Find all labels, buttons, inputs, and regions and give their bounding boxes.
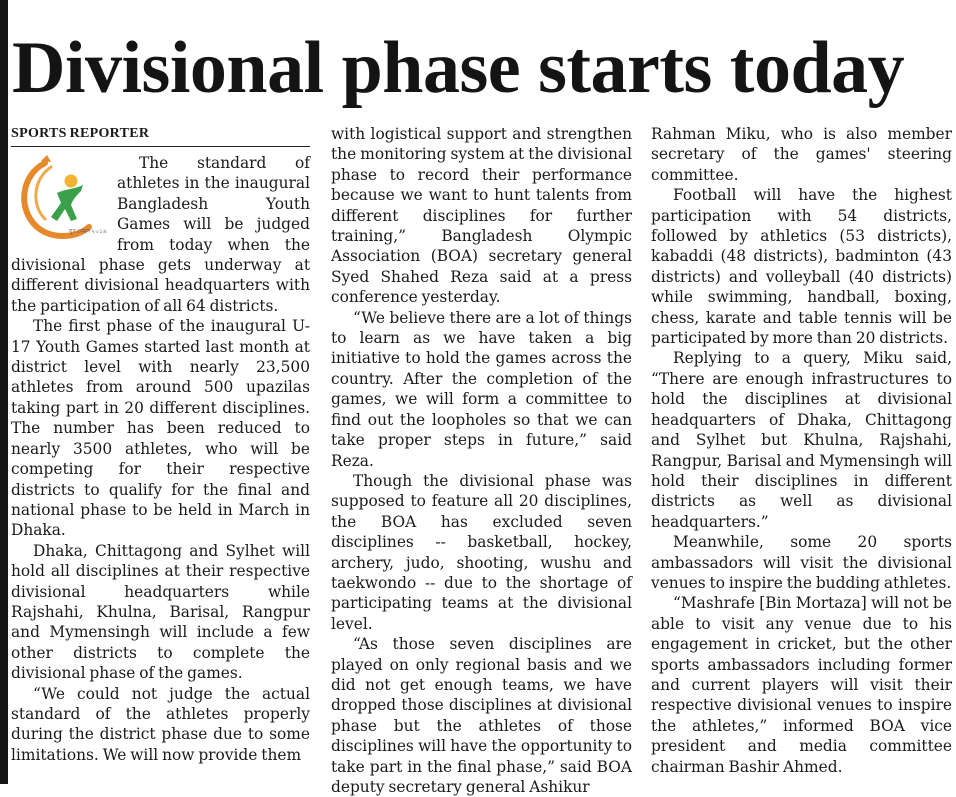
paragraph: with logistical support and strengthen the monitoring system at the divisional phase to record their performance because we want to hunt talents from different disciplines for further training,” Bangladesh Olympic Association (BOA) secretary general Syed Shahed Reza said at a press conference yesterday. <box>331 125 632 307</box>
paragraph: The standard of athletes in the inaugural Bangladesh Youth Games will be judged from today when the divisional phase gets underway at different divisional headquarters with the participation of all 64 districts. <box>11 154 310 315</box>
headline: Divisional phase starts today <box>12 27 905 109</box>
paragraph: Meanwhile, some 20 sports ambassadors will visit the divisional venues to inspire the budding athletes. <box>651 533 952 592</box>
paragraph: “Mashrafe [Bin Mortaza] will not be able to visit any venue due to his engagement in cricket, but the other sports ambassadors including former and current players will visit their respective divisional venues to inspire the athletes,” informed BOA vice president and media committee chairman Bashir Ahmed. <box>651 594 952 776</box>
article-column-2 <box>331 124 632 797</box>
article-column-3 <box>651 124 952 777</box>
paragraph: The first phase of the inaugural U-17 Youth Games started last month at district level with nearly 23,500 athletes from around 500 upazilas taking part in 20 different disciplines. The number has been reduced to nearly 3500 athletes, who will be competing for their respective districts to qualify for the final and national phase to be held in March in Dhaka. <box>11 317 310 540</box>
torch-athlete-logo-icon <box>11 153 107 245</box>
paragraph: Replying to a query, Miku said, “There are enough infrastructures to hold the disciplines at divisional headquarters of Dhaka, Chittagong and Sylhet but Khulna, Rajshahi, Rangpur, Barisal and Mymensingh will hold their disciplines in different districts as well as divisional headquarters.” <box>651 349 952 531</box>
article-column-1 <box>11 124 310 765</box>
paragraph: Rahman Miku, who is also member secretary of the games' steering committee. <box>651 125 952 184</box>
paragraph: Football will have the highest participation with 54 districts, followed by athletics (53 districts), kabaddi (48 districts), badminton (43 districts) and volleyball (40 districts) while swimming, handball, boxing, chess, karate and table tennis will be participated by more than 20 districts. <box>651 186 952 348</box>
paragraph: “As those seven disciplines are played on only regional basis and we did not get enough teams, we have dropped those disciplines at divisional phase but the athletes of those disciplines will have the opportunity to take part in the final phase,” said BOA deputy secretary general Ashikur <box>331 635 632 796</box>
paragraph: “We believe there are a lot of things to learn as we have taken a big initiative to hold the games across the country. After the completion of the games, we will form a committee to find out the loopholes so that we can take proper steps in future,” said Reza. <box>331 308 632 470</box>
byline: SPORTS REPORTER <box>11 124 310 147</box>
paragraph: Dhaka, Chittagong and Sylhet will hold all disciplines at their respective divisional headquarters while Rajshahi, Khulna, Barisal, Rangpur and Mymensingh will include a few other districts to complete the divisional phase of the games. <box>11 541 310 683</box>
logo-caption: যুব গেমস ২০১৯ <box>69 228 107 235</box>
youth-games-logo <box>11 153 111 249</box>
page-edge-strip <box>0 0 8 784</box>
paragraph: “We could not judge the actual standard of the athletes properly during the district phase due to some limitations. We will now provide them <box>11 684 310 764</box>
paragraph: Though the divisional phase was supposed to feature all 20 disciplines, the BOA has excluded seven disciplines -- basketball, hockey, archery, judo, shooting, wushu and taekwondo -- due to the shortage of participating teams at the divisional level. <box>331 471 632 633</box>
